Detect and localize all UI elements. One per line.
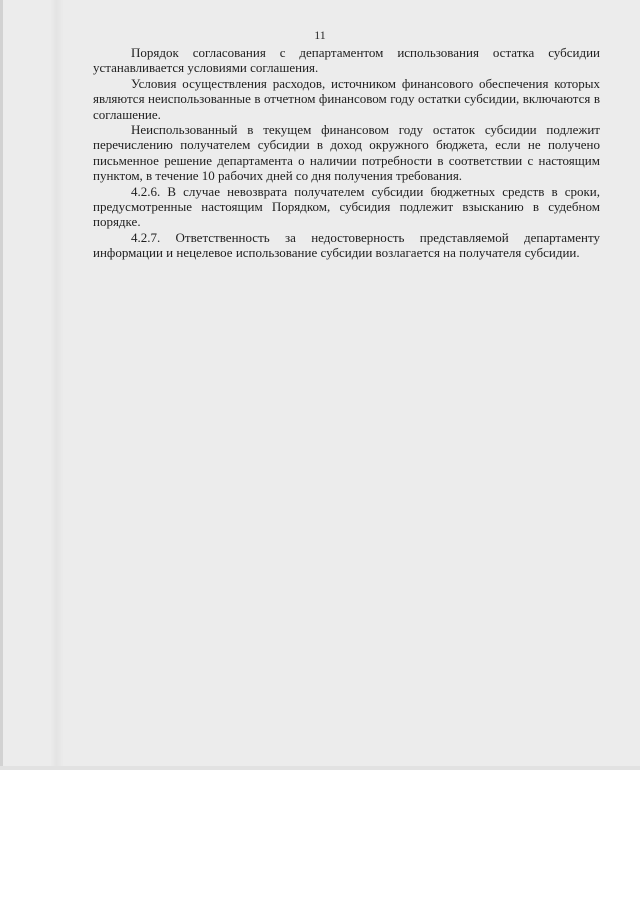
paragraph-4-2-7: 4.2.7. Ответственность за недостоверность представляемой департаменту информации и нецелевое использование субсидии возлагается на получателя субсидии. — [93, 229, 600, 261]
paragraph-4-2-6: 4.2.6. В случае невозврата получателем субсидии бюджетных средств в сроки, предусмотренные настоящим Порядком, субсидия подлежит взысканию в судебном порядке. — [93, 183, 600, 230]
paragraph-expense-conditions: Условия осуществления расходов, источником финансового обеспечения которых являются неиспользованные в отчетном финансовом году остатки субсидии, включаются в соглашение. — [93, 75, 600, 122]
scan-fold-shadow — [50, 0, 64, 770]
scan-bottom-edge — [0, 766, 640, 770]
paragraph-approval-procedure: Порядок согласования с департаментом использования остатка субсидии устанавливается условиями соглашения. — [93, 45, 600, 76]
scan-left-edge — [0, 0, 3, 770]
paragraph-unused-balance: Неиспользованный в текущем финансовом году остаток субсидии подлежит перечислению получателем субсидии в доход окружного бюджета, если не получено письменное решение департамента о наличии потребности в соответствии с настоящим пунктом, в течение 10 рабочих дней со дня получения требования. — [93, 122, 600, 184]
page-number: 11 — [314, 28, 326, 42]
document-body — [93, 45, 600, 261]
